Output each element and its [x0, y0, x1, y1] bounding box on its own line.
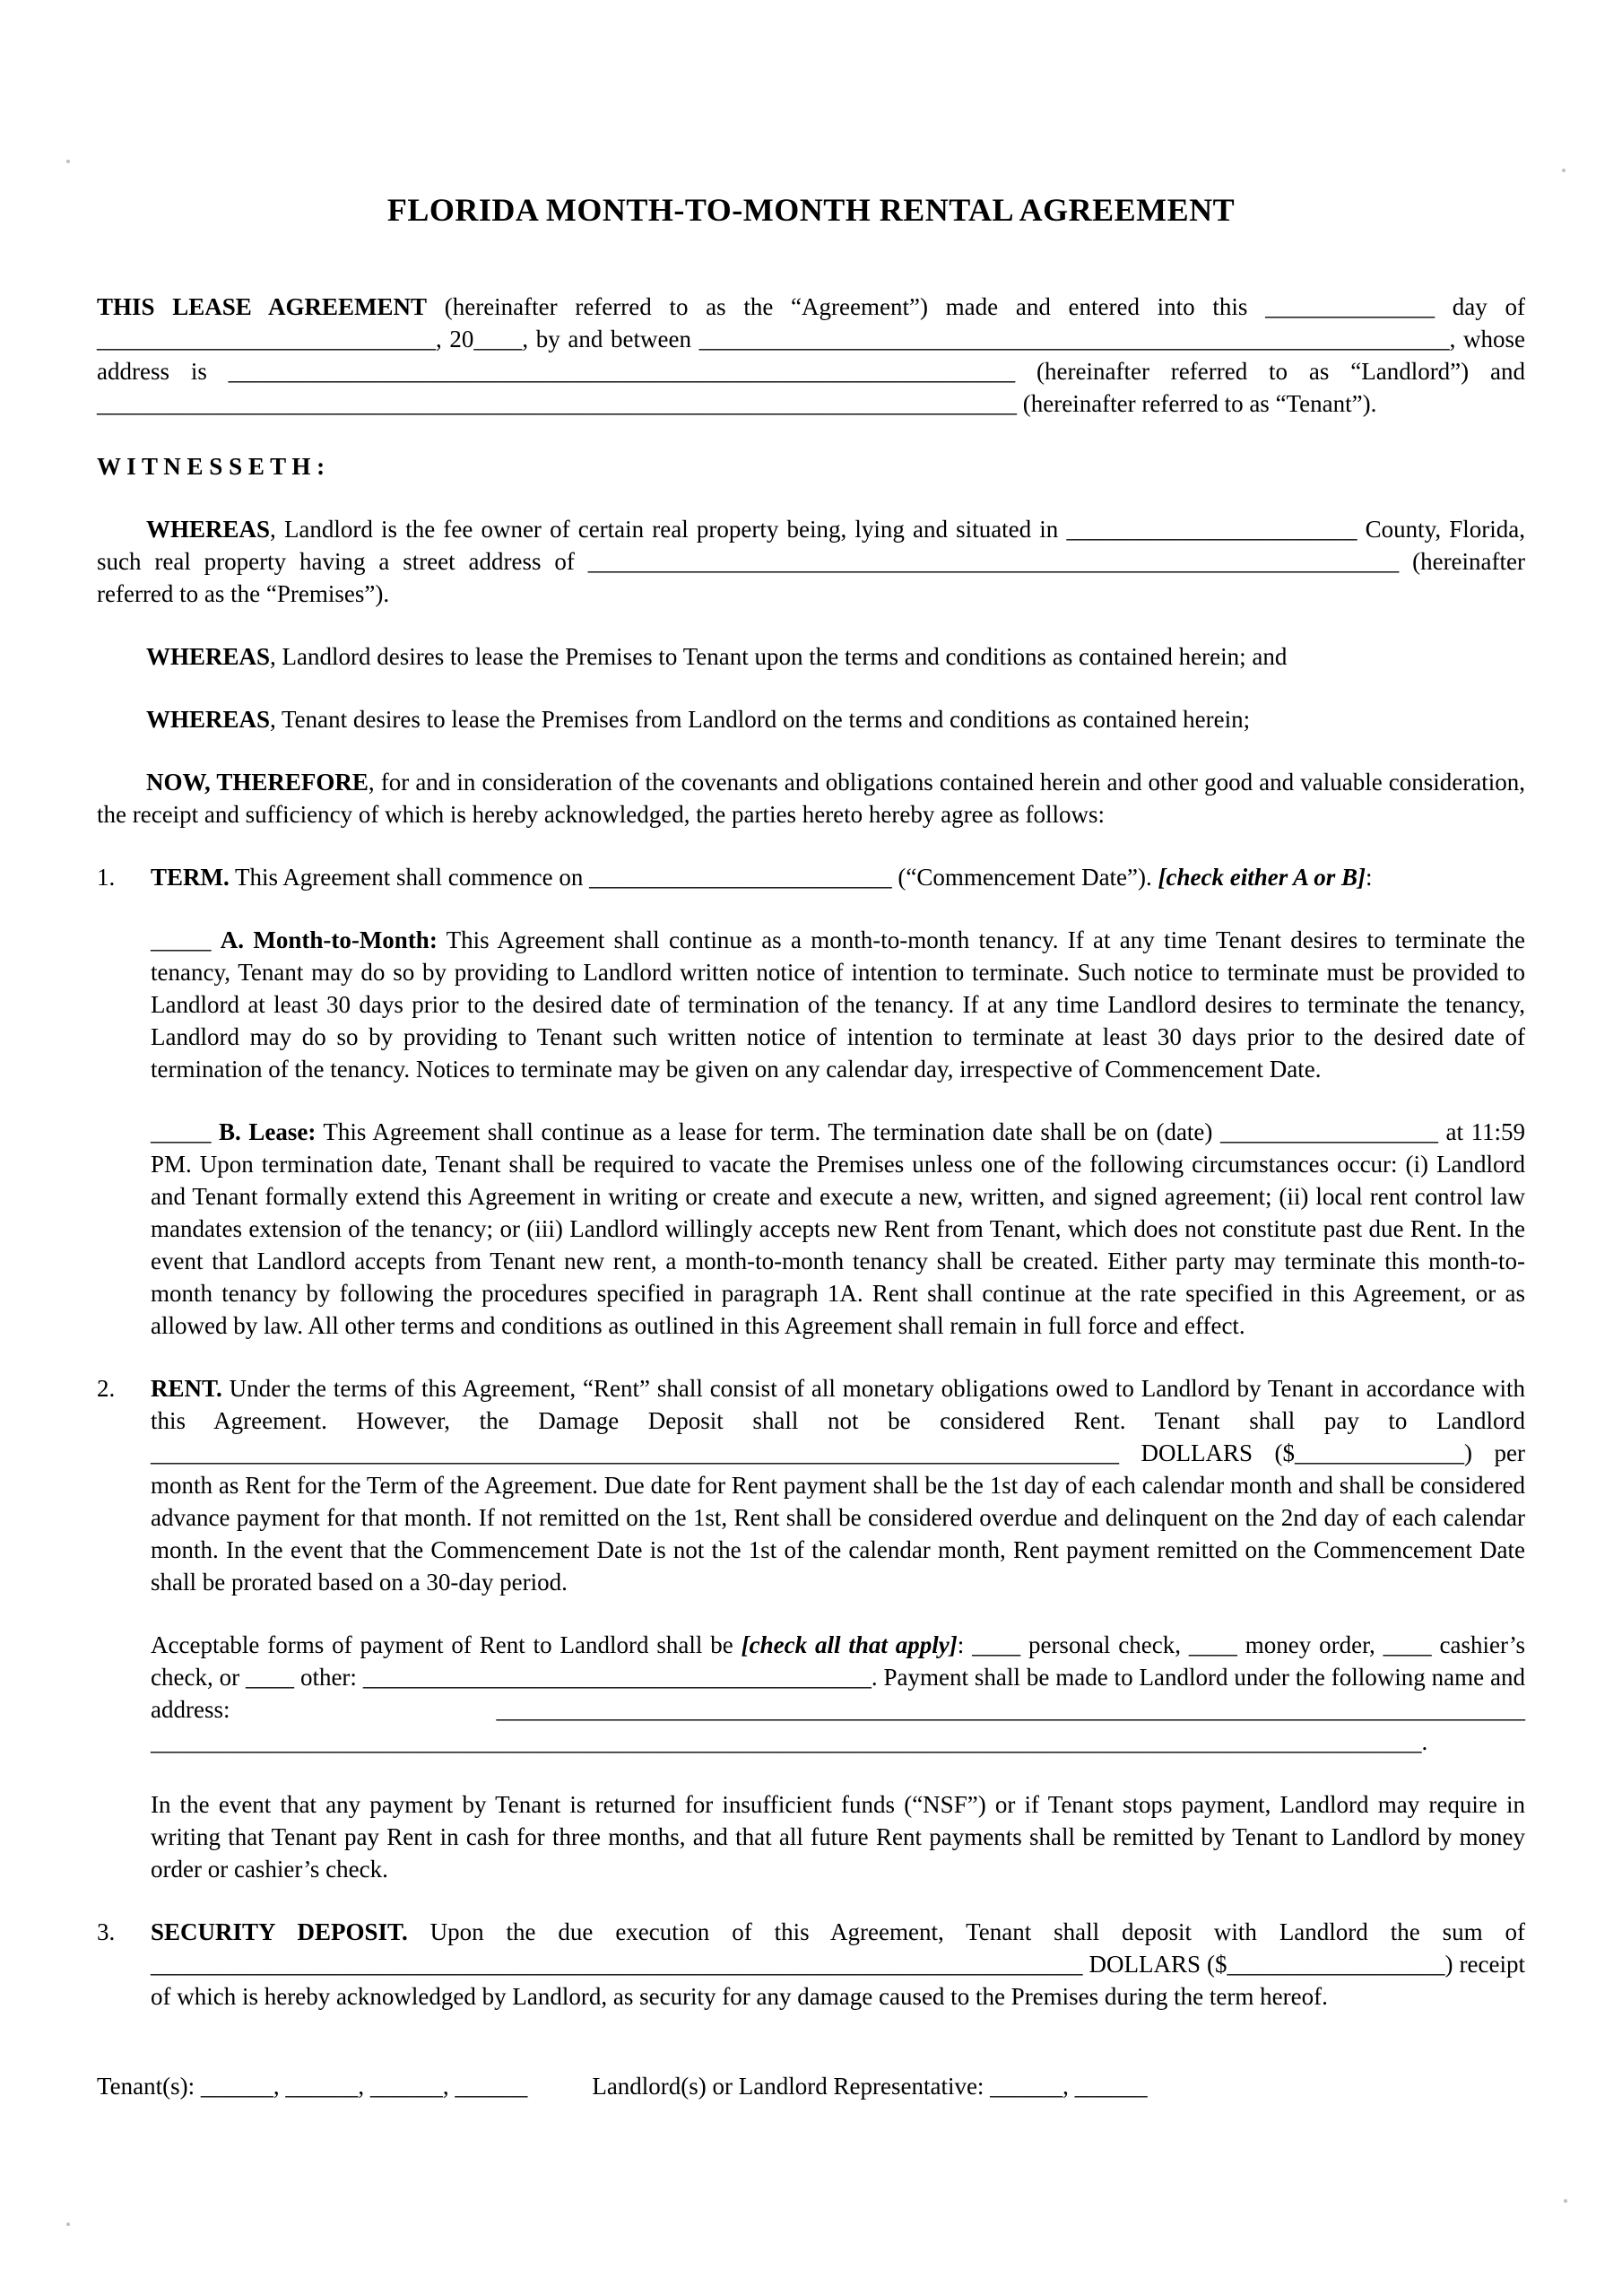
option-b-checkbox-blank: _____	[151, 1118, 220, 1145]
section-term-heading: TERM.	[151, 864, 230, 891]
now-therefore-lead-in: NOW, THEREFORE	[146, 769, 369, 796]
term-option-a	[151, 924, 1525, 1085]
section-security-deposit-text: Upon the due execution of this Agreement, Tenant shall deposit with Landlord the sum of _____________________________________________________________________________ DOLLARS ($__________________) receipt of which is hereby acknowledged by Landlord, as security for any damage caused to the Premises during the term hereof.	[151, 1918, 1525, 2010]
footer-landlords: Landlord(s) or Landlord Representative: ______, ______	[592, 2073, 1148, 2100]
term-check-instruction: [check either A or B]	[1158, 864, 1366, 891]
section-rent-heading: RENT.	[151, 1375, 222, 1402]
section-security-deposit	[97, 1916, 1525, 2013]
section-term	[97, 861, 1525, 893]
whereas-landlord-paragraph	[97, 640, 1525, 673]
whereas-owner-paragraph	[97, 513, 1525, 610]
now-therefore-paragraph	[97, 766, 1525, 831]
section-rent-text: Under the terms of this Agreement, “Rent” shall consist of all monetary obligations owed to Landlord by Tenant in accordance with this Agreement. However, the Damage Deposit shall not be considered Rent. Tenant shall pay to Landlord ________________________________________________________________________________ DOLLARS ($______________) per month as Rent for the Term of the Agreement. Due date for Rent payment shall be the 1st day of each calendar month and shall be considered advance payment for that month. If not remitted on the 1st, Rent shall be considered overdue and delinquent on the 2nd day of each calendar month. In the event that the Commencement Date is not the 1st of the calendar month, Rent payment remitted on the Commencement Date shall be prorated based on a 30-day period.	[151, 1375, 1525, 1596]
term-check-colon: :	[1366, 864, 1373, 891]
signature-footer	[97, 2070, 1525, 2102]
section-rent-body	[151, 1372, 1525, 1598]
whereas-landlord-text: , Landlord desires to lease the Premises to Tenant upon the terms and conditions as contained herein; and	[270, 643, 1288, 670]
section-security-deposit-heading: SECURITY DEPOSIT.	[151, 1918, 408, 1945]
payment-forms-lead: Acceptable forms of payment of Rent to Landlord shall be	[151, 1631, 742, 1658]
option-a-checkbox-blank: _____	[151, 926, 221, 953]
option-a-label: A. Month-to-Month:	[220, 926, 438, 953]
payment-check-instruction: [check all that apply]	[741, 1631, 958, 1658]
intro-text: (hereinafter referred to as the “Agreement”) made and entered into this ______________ day of ____________________________, 20____, by and between ______________________________________________________________, whose address is _________________________________________________________________ (hereinafter referred to as “Landlord”) and ____________________________________________________________________________ (hereinafter referred to as “Tenant”).	[97, 293, 1525, 417]
whereas-lead-in: WHEREAS	[146, 643, 271, 670]
witnesseth-heading: W I T N E S S E T H :	[97, 453, 325, 480]
section-term-number: 1.	[97, 864, 116, 891]
intro-paragraph	[97, 291, 1525, 420]
whereas-owner-text: , Landlord is the fee owner of certain real property being, lying and situated in ________________________ County, Florida, such real property having a street address of ___________________________________________________________________ (hereinafter referred to as the “Premises”).	[97, 516, 1525, 607]
option-a-text: This Agreement shall continue as a month-to-month tenancy. If at any time Tenant desires to terminate the tenancy, Tenant may do so by providing to Landlord written notice of intention to terminate. Such notice to terminate must be provided to Landlord at least 30 days prior to the desired date of termination of the tenancy. If at any time Landlord desires to terminate the tenancy, Landlord may do so by providing to Tenant such written notice of intention to terminate at least 30 days prior to the desired date of termination of the tenancy. Notices to terminate may be given on any calendar day, irrespective of Commencement Date.	[151, 926, 1526, 1083]
term-option-b	[151, 1116, 1525, 1342]
whereas-tenant-text: , Tenant desires to lease the Premises from Landlord on the terms and conditions as contained herein;	[270, 706, 1251, 733]
option-b-text: This Agreement shall continue as a lease for term. The termination date shall be on (date) __________________ at 11:59 PM. Upon termination date, Tenant shall be required to vacate the Premises unless one of the following circumstances occur: (i) Landlord and Tenant formally extend this Agreement in writing or create and execute a new, written, and signed agreement; (ii) local rent control law mandates extension of the tenancy; or (iii) Landlord willingly accepts new Rent from Tenant, which does not constitute past due Rent. In the event that Landlord accepts from Tenant new rent, a month-to-month tenancy shall be created. Either party may terminate this month-to-month tenancy by following the procedures specified in paragraph 1A. Rent shall continue at the rate specified in this Agreement, or as allowed by law. All other terms and conditions as outlined in this Agreement shall remain in full force and effect.	[151, 1118, 1526, 1339]
rent-payment-forms-paragraph	[151, 1629, 1525, 1758]
option-b-label: B. Lease:	[219, 1118, 317, 1145]
document-content	[97, 0, 1525, 2102]
section-rent-number: 2.	[97, 1375, 116, 1402]
section-security-deposit-body	[151, 1916, 1525, 2013]
now-therefore-text: , for and in consideration of the covenants and obligations contained herein and other good and valuable consideration, the receipt and sufficiency of which is hereby acknowledged, the parties hereto hereby agree as follows:	[97, 769, 1526, 828]
artifact-dot-top-left	[66, 160, 70, 163]
artifact-dot-bottom-left	[66, 2222, 70, 2226]
whereas-lead-in: WHEREAS	[146, 706, 271, 733]
whereas-lead-in: WHEREAS	[146, 516, 271, 543]
section-term-text: This Agreement shall commence on _________________________ (“Commencement Date”).	[229, 864, 1158, 891]
section-rent	[97, 1372, 1525, 1598]
artifact-dot-bottom-right	[1564, 2199, 1567, 2203]
rent-nsf-paragraph: In the event that any payment by Tenant is returned for insufficient funds (“NSF”) or if Tenant stops payment, Landlord may require in writing that Tenant pay Rent in cash for three months, and that all future Rent payments shall be remitted by Tenant to Landlord by money order or cashier’s check.	[151, 1791, 1525, 1883]
footer-tenants: Tenant(s): ______, ______, ______, ______	[97, 2073, 528, 2100]
payment-forms-text: : ____ personal check, ____ money order, ____ cashier’s check, or ____ other: __________________________________________. Payment shall be made to Landlord under the following name and address: _____________________________________________________________________________________ _________________________________________________________________________________________________________.	[151, 1631, 1525, 1755]
whereas-tenant-paragraph	[97, 703, 1525, 735]
intro-lead-in: THIS LEASE AGREEMENT	[97, 293, 428, 320]
section-term-body	[151, 861, 1525, 893]
section-security-deposit-number: 3.	[97, 1918, 116, 1945]
page-title: FLORIDA MONTH-TO-MONTH RENTAL AGREEMENT	[386, 192, 1236, 228]
artifact-dot-top-right	[1562, 169, 1566, 172]
